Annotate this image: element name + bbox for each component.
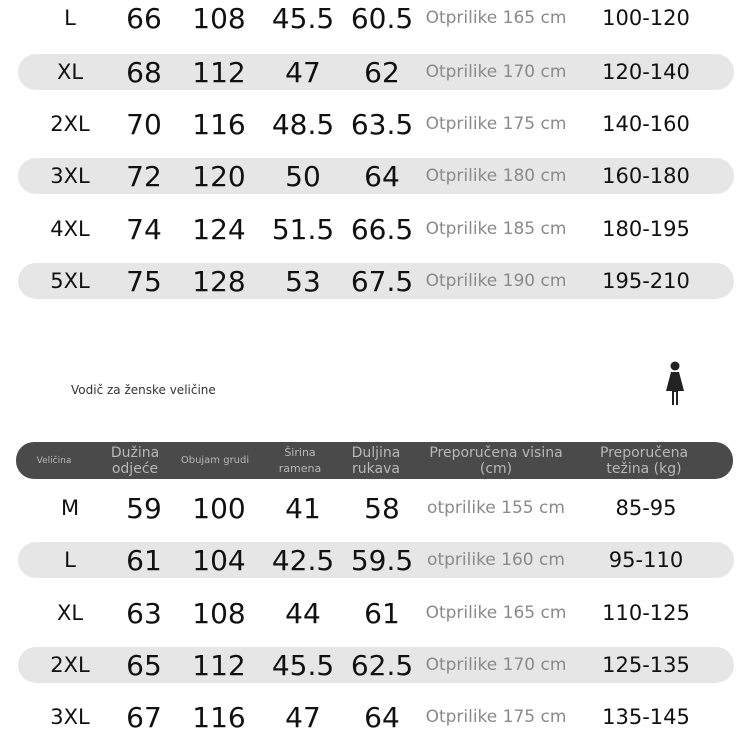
cell-size: L (64, 548, 76, 572)
cell-chest: 100 (192, 491, 246, 525)
cell-length: 65 (126, 648, 162, 682)
cell-sleeve: 62 (364, 55, 400, 89)
cell-length: 68 (126, 55, 162, 89)
header-size: Veličina (36, 455, 72, 466)
cell-shoulder: 45.5 (271, 1, 335, 35)
cell-sleeve: 61 (364, 596, 400, 630)
cell-shoulder: 44 (285, 596, 321, 630)
header-height: Preporučena visina (cm) (429, 444, 563, 477)
cell-weight: 195-210 (602, 269, 690, 293)
cell-chest: 128 (192, 264, 246, 298)
cell-height: Otprilike 170 cm (425, 655, 567, 675)
header-length: Dužina odjeće (110, 444, 160, 477)
cell-size: XL (56, 60, 84, 84)
cell-shoulder: 47 (285, 55, 321, 89)
cell-size: M (60, 496, 80, 520)
table-row (18, 211, 734, 247)
cell-sleeve: 63.5 (350, 107, 414, 141)
cell-chest: 120 (192, 159, 246, 193)
cell-size: L (64, 6, 76, 30)
table-row (18, 158, 734, 194)
cell-height: Otprilike 165 cm (425, 603, 567, 623)
cell-chest: 104 (192, 543, 246, 577)
table-row (18, 263, 734, 299)
cell-shoulder: 53 (285, 264, 321, 298)
cell-shoulder: 41 (285, 491, 321, 525)
cell-size: 4XL (50, 217, 90, 241)
cell-weight: 135-145 (602, 705, 690, 729)
cell-weight: 160-180 (602, 164, 690, 188)
header-chest: Obujam grudi (180, 454, 250, 466)
cell-size: 2XL (50, 653, 90, 677)
cell-length: 74 (126, 212, 162, 246)
cell-sleeve: 64 (364, 700, 400, 734)
cell-height: Otprilike 180 cm (425, 166, 567, 186)
cell-sleeve: 58 (364, 491, 400, 525)
cell-chest: 116 (192, 107, 246, 141)
cell-shoulder: 47 (285, 700, 321, 734)
cell-weight: 140-160 (602, 112, 690, 136)
cell-height: Otprilike 175 cm (425, 114, 567, 134)
cell-height: Otprilike 165 cm (425, 8, 567, 28)
cell-weight: 85-95 (615, 496, 677, 520)
cell-length: 75 (126, 264, 162, 298)
cell-sleeve: 67.5 (350, 264, 414, 298)
cell-chest: 124 (192, 212, 246, 246)
cell-chest: 112 (192, 648, 246, 682)
cell-size: 3XL (50, 164, 90, 188)
cell-length: 72 (126, 159, 162, 193)
cell-shoulder: 50 (285, 159, 321, 193)
cell-chest: 116 (192, 700, 246, 734)
cell-length: 63 (126, 596, 162, 630)
header-weight: Preporučena težina (kg) (599, 444, 689, 477)
cell-length: 70 (126, 107, 162, 141)
cell-height: otprilike 155 cm (427, 498, 565, 518)
cell-height: otprilike 160 cm (427, 550, 565, 570)
cell-weight: 100-120 (602, 6, 690, 30)
header-shoulder: Širina ramena (278, 445, 322, 475)
cell-shoulder: 51.5 (271, 212, 335, 246)
cell-chest: 112 (192, 55, 246, 89)
women-table-header (16, 442, 733, 479)
table-row (18, 0, 734, 36)
cell-shoulder: 42.5 (271, 543, 335, 577)
cell-weight: 110-125 (602, 601, 690, 625)
cell-length: 67 (126, 700, 162, 734)
table-row (18, 595, 734, 631)
cell-length: 59 (126, 491, 162, 525)
cell-sleeve: 66.5 (350, 212, 414, 246)
cell-shoulder: 48.5 (271, 107, 335, 141)
table-row (18, 647, 734, 683)
table-row (18, 54, 734, 90)
cell-weight: 95-110 (608, 548, 684, 572)
cell-weight: 180-195 (602, 217, 690, 241)
cell-size: 2XL (50, 112, 90, 136)
cell-height: Otprilike 190 cm (425, 271, 567, 291)
woman-icon (664, 361, 686, 407)
cell-weight: 125-135 (602, 653, 690, 677)
header-sleeve: Duljina rukava (351, 444, 401, 477)
cell-sleeve: 60.5 (350, 1, 414, 35)
cell-sleeve: 62.5 (350, 648, 414, 682)
cell-chest: 108 (192, 1, 246, 35)
cell-shoulder: 45.5 (271, 648, 335, 682)
cell-length: 66 (126, 1, 162, 35)
table-row (18, 542, 734, 578)
cell-height: Otprilike 185 cm (425, 219, 567, 239)
cell-height: Otprilike 170 cm (425, 62, 567, 82)
women-guide-title: Vodič za ženske veličine (71, 383, 216, 397)
cell-sleeve: 59.5 (350, 543, 414, 577)
cell-size: 5XL (50, 269, 90, 293)
table-row (18, 490, 734, 526)
cell-chest: 108 (192, 596, 246, 630)
cell-height: Otprilike 175 cm (425, 707, 567, 727)
cell-size: XL (56, 601, 84, 625)
cell-length: 61 (126, 543, 162, 577)
cell-weight: 120-140 (602, 60, 690, 84)
table-row (18, 106, 734, 142)
cell-sleeve: 64 (364, 159, 400, 193)
table-row (18, 699, 734, 735)
cell-size: 3XL (50, 705, 90, 729)
